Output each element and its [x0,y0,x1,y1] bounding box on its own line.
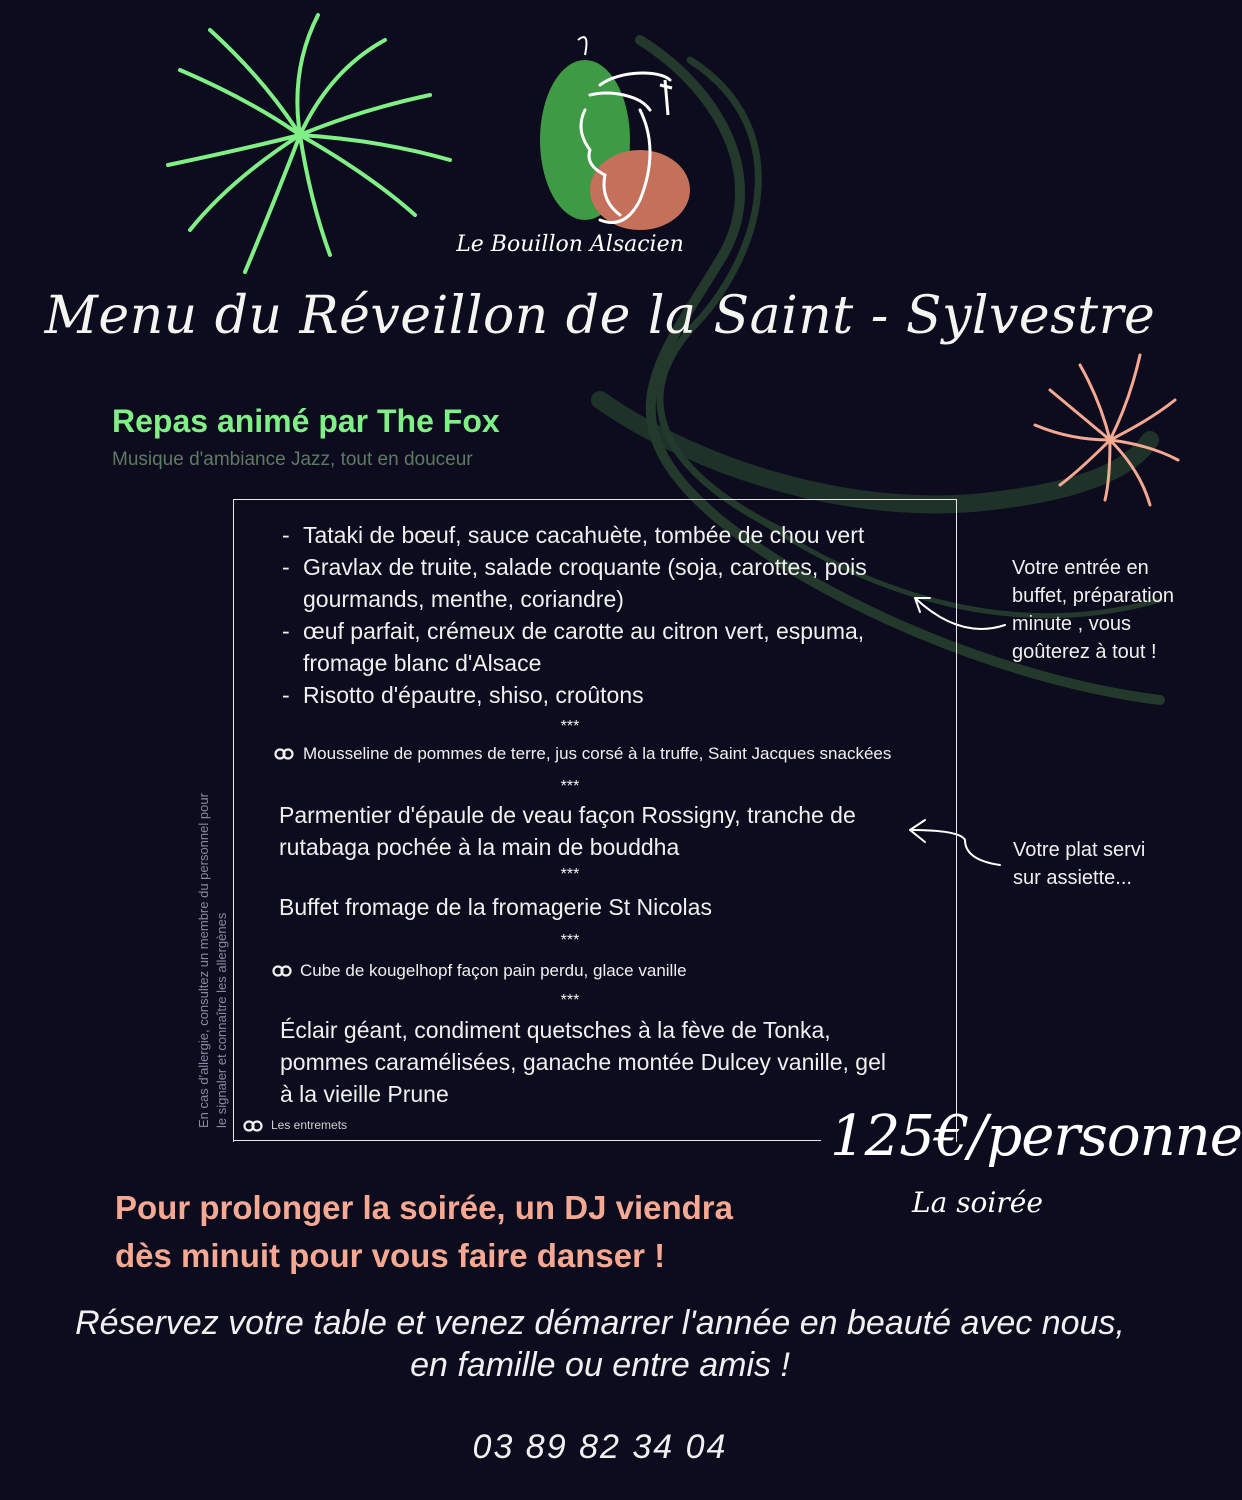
menu-entree-3-cont: fromage blanc d'Alsace [303,650,542,676]
price-amount: 125€/personne [830,1104,1242,1169]
note-plat [1013,836,1145,892]
menu-plat-line-1: Parmentier d'épaule de veau façon Rossigny, tranche de [279,802,856,828]
price-label: La soirée [912,1186,1043,1219]
note-entree-line: minute , vous [1012,613,1131,635]
note-entree-line: Votre entrée en [1012,557,1149,579]
allergy-line: le signaler et connaître les allergènes [214,912,229,1128]
menu-entree-4: Risotto d'épautre, shiso, croûtons [303,682,644,708]
menu-plat-line-2: rutabaga pochée à la main de bouddha [279,834,680,860]
menu-entremets-1: Mousseline de pommes de terre, jus corsé à la truffe, Saint Jacques snackées [303,744,892,763]
menu-dessert-line-1: Éclair géant, condiment quetsches à la fève de Tonka, [280,1017,831,1043]
note-entree-line: goûterez à tout ! [1012,641,1157,663]
animation-title: Repas animé par The Fox [112,403,500,439]
separator-stars: *** [560,718,580,735]
dj-line: dès minuit pour vous faire danser ! [115,1237,666,1274]
menu-entree-1: Tataki de bœuf, sauce cacahuète, tombée de chou vert [303,522,865,548]
note-plat-line: Votre plat servi [1013,839,1146,861]
note-entree-line: buffet, préparation [1012,585,1174,607]
note-plat-line: sur assiette... [1013,867,1132,889]
pretzel-icon [274,747,294,761]
dj-announcement [115,1184,815,1280]
logo-text: Le Bouillon Alsacien [456,232,684,257]
reservation-text [0,1302,1200,1386]
separator-stars: *** [560,778,580,795]
separator-stars: *** [560,992,580,1009]
menu-fromage: Buffet fromage de la fromagerie St Nicolas [279,894,712,920]
page-title: Menu du Réveillon de la Saint - Sylvestre [44,286,1156,346]
bullet-dash: - [282,522,290,548]
separator-stars: *** [560,932,580,949]
dj-line: Pour prolonger la soirée, un DJ viendra [115,1189,733,1226]
reserve-line: Réservez votre table et venez démarrer l'année en beauté avec nous, [75,1304,1125,1342]
phone-number[interactable]: 03 89 82 34 04 [472,1428,728,1466]
entremets-legend: Les entremets [271,1118,348,1132]
menu-entree-3: œuf parfait, crémeux de carotte au citron vert, espuma, [303,618,865,644]
menu-entree-2-cont: gourmands, menthe, coriandre) [303,586,624,612]
allergy-line: En cas d'allergie, consultez un membre du personnel pour [196,793,211,1128]
note-entree [1012,554,1174,666]
pretzel-icon [272,964,292,978]
bullet-dash: - [282,682,290,708]
green-firework-icon [168,15,450,272]
menu-dessert-line-2: pommes caramélisées, ganache montée Dulcey vanille, gel [280,1049,886,1075]
reserve-line: en famille ou entre amis ! [410,1346,790,1384]
animation-subtitle: Musique d'ambiance Jazz, tout en douceur [112,449,473,470]
separator-stars: *** [560,866,580,883]
bullet-dash: - [282,554,290,580]
bullet-dash: - [282,618,290,644]
menu-entremets-2: Cube de kougelhopf façon pain perdu, glace vanille [300,961,687,980]
pretzel-icon [243,1119,263,1133]
menu-entree-2: Gravlax de truite, salade croquante (soja, carottes, pois [303,554,867,580]
allergy-notice [195,793,231,1128]
menu-frame-bottom [233,1140,821,1141]
menu-dessert-line-3: à la vieille Prune [280,1081,449,1107]
